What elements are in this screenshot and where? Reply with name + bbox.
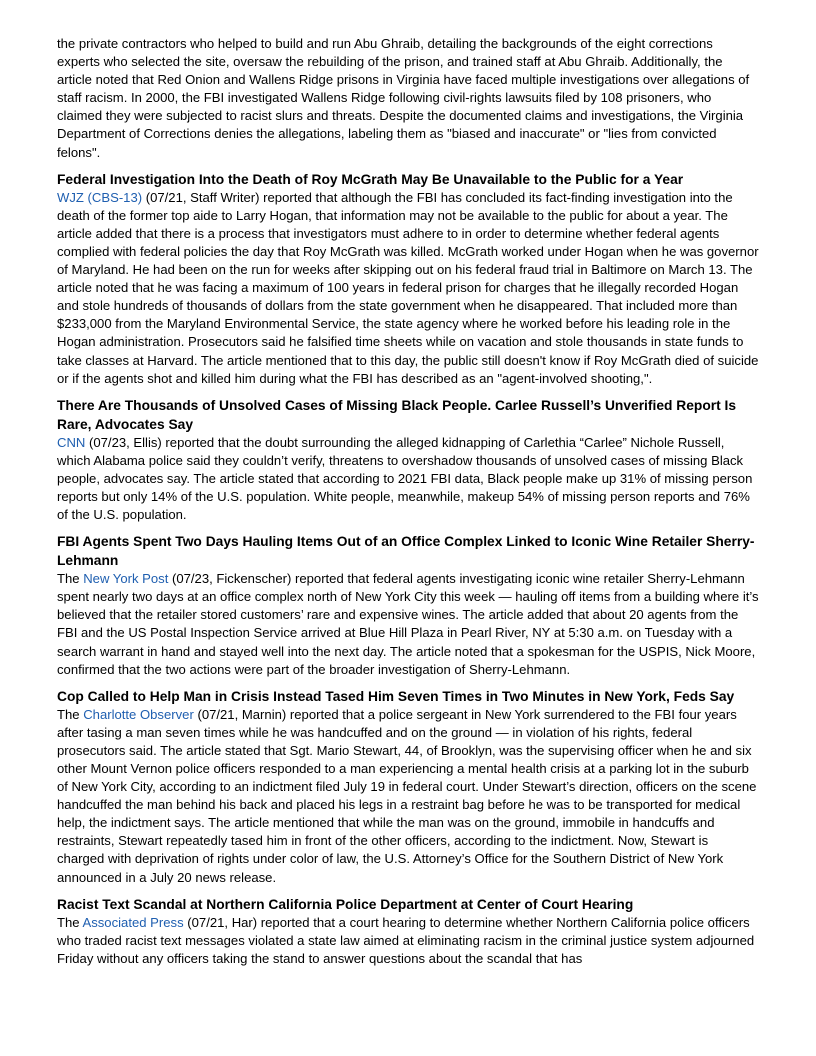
article-prefix: The [57,914,83,930]
article-body [57,914,759,968]
article-prefix: The [57,571,84,587]
source-link[interactable]: CNN [57,434,86,450]
article-body [57,189,759,388]
article [57,396,759,524]
article [57,170,759,388]
article-headline: FBI Agents Spent Two Days Hauling Items Out of an Office Complex Linked to Iconic Wine Retailer Sherry-Lehmann [57,534,755,569]
article [57,895,759,968]
article-body [57,570,759,679]
article-prefix: The [57,706,84,722]
source-link[interactable]: New York Post [83,571,169,587]
article-text: (07/21, Staff Writer) reported that although the FBI has concluded its fact-finding investigation into the death of the former top aide to Larry Hogan, that information may not be available to the public for about a year. The article added that there is a process that investigators must adhere to in order to determine whether federal agents complied with federal policies the day that Roy McGrath was killed. McGrath worked under Hogan when he was governor of Maryland. He had been on the run for weeks after skipping out on his federal fraud trial in Baltimore on March 13. The article noted that he was facing a maximum of 100 years in federal prison for charges that he illegally recorded Hogan and stole hundreds of thousands of dollars from the state government when he disappeared. That included more than $233,000 from the Maryland Environmental Service, the state agency where he worked before his leading role in the Hogan administration. Prosecutors said he falsified time sheets while on vacation and stole thousands in state funds to take classes at Harvard. The article mentioned that to this day, the public still doesn't know if Roy McGrath died of suicide or if the agents shot and killed him during what the FBI has described as an "agent-involved shooting,". [57,189,759,386]
document-page [57,35,759,976]
article-text: (07/23, Ellis) reported that the doubt surrounding the alleged kidnapping of Carlethia “Carlee” Nichole Russell, which Alabama police said they couldn’t verify, threatens to overshadow thousands of unsolved cases of missing Black people, advocates say. The article stated that according to 2021 FBI data, Black people make up 31% of missing person reports but only 14% of the U.S. population. White people, meanwhile, makeup 54% of missing person reports and 76% of the U.S. population. [57,434,753,523]
article-text: (07/23, Fickenscher) reported that federal agents investigating iconic wine retailer Sherry-Lehmann spent nearly two days at an office complex north of New York City this week — hauling off items from a building where it’s believed that the retailer stored customers’ rare and expensive wines. The article added that about 20 agents from the FBI and the US Postal Inspection Service arrived at Blue Hill Plaza in Pearl River, NY at 5:30 a.m. on Tuesday with a search warrant in hand and stayed well into the next day. The article noted that a spokesman for the USPIS, Nick Moore, confirmed that the two actions were part of the broader investigation of Sherry-Lehmann. [57,571,759,677]
article-body [57,706,759,887]
article [57,532,759,679]
source-link[interactable]: WJZ (CBS-13) [57,189,143,205]
article-headline: There Are Thousands of Unsolved Cases of Missing Black People. Carlee Russell’s Unverified Report Is Rare, Advocates Say [57,397,737,432]
source-link[interactable]: Charlotte Observer [83,706,194,722]
intro-paragraph: the private contractors who helped to build and run Abu Ghraib, detailing the backgrounds of the eight corrections experts who selected the site, oversaw the rebuilding of the prison, and trained staff at Abu Ghraib. Additionally, the article noted that Red Onion and Wallens Ridge prisons in Virginia have faced multiple investigations over allegations of staff racism. In 2000, the FBI investigated Wallens Ridge following civil-rights lawsuits filed by 108 prisoners, who claimed they were subjected to racist slurs and threats. Despite the documented claims and investigations, the Virginia Department of Corrections denies the allegations, labeling them as "biased and inaccurate" or "lies from convicted felons". [57,36,750,160]
article-headline: Racist Text Scandal at Northern California Police Department at Center of Court Hearing [57,896,634,912]
article-headline: Federal Investigation Into the Death of Roy McGrath May Be Unavailable to the Public for a Year [57,171,684,187]
article-headline: Cop Called to Help Man in Crisis Instead Tased Him Seven Times in Two Minutes in New York, Feds Say [57,688,735,704]
article-text: (07/21, Marnin) reported that a police sergeant in New York surrendered to the FBI four years after tasing a man seven times while he was handcuffed and on the ground — in violation of his rights, federal prosecutors said. The article stated that Sgt. Mario Stewart, 44, of Brooklyn, was the supervising officer when he and six other Mount Vernon police officers responded to a man experiencing a mental health crisis at a parking lot in the suburb of New York City, according to an indictment filed July 19 in federal court. Under Stewart’s direction, officers on the scene handcuffed the man behind his back and placed his legs in a restraint bag before he was to be transported for medical help, the indictment says. The article mentioned that while the man was on the ground, immobile in handcuffs and restraints, Stewart repeatedly tased him in front of the other officers, according to the indictment. Now, Stewart is charged with deprivation of rights under color of law, the U.S. Attorney’s Office for the Southern District of New York announced in a July 20 news release. [57,706,757,885]
article [57,687,759,887]
source-link[interactable]: Associated Press [82,914,184,930]
article-text: (07/21, Har) reported that a court hearing to determine whether Northern California police officers who traded racist text messages violated a state law aimed at eliminating racism in the criminal justice system adjourned Friday without any officers taking the stand to answer questions about the scandal that has [57,914,755,966]
article-body [57,434,759,524]
